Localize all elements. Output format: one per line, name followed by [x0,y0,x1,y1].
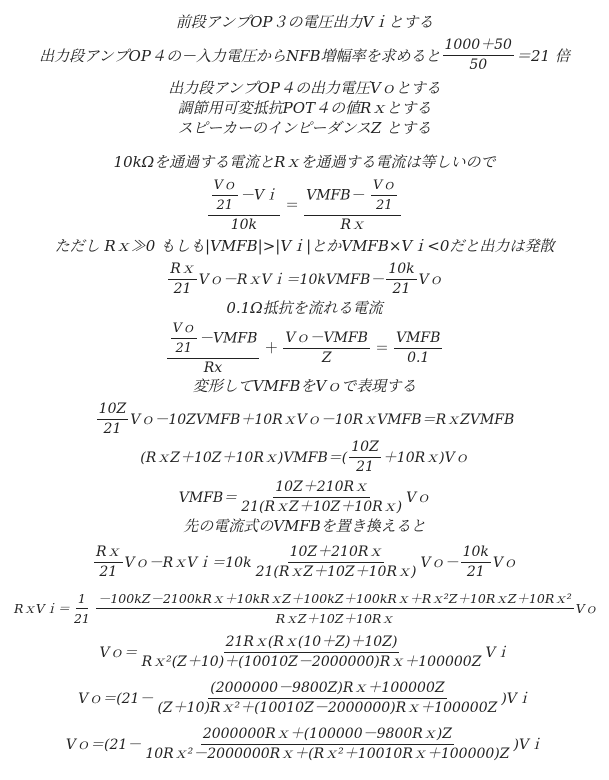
eq2-vo: Vｏ [418,272,443,288]
eq5-lead: (RｘZ＋10Z＋10Rｘ)VMFB＝( [140,450,348,466]
eq3-term2 [283,330,370,367]
eq6-lead: VMFB＝ [178,490,238,506]
eq2-21: 21 [173,280,192,297]
eq7-21: 21 [99,563,118,580]
eq11-den: 10Rｘ²－2000000Rｘ＋(Rｘ²＋10010Rｘ＋100000)Z [145,745,510,762]
eq7-big-num: 10Z＋210Rｘ [288,544,385,563]
equation-5 [0,436,609,478]
eq9-vi: Vｉ [485,645,510,661]
text-line-substitute: 先の電流式のVMFBを置き換えると [183,517,426,535]
eq1-rx: Rｘ [340,216,366,233]
eq7-mid2: Vｏ－ [420,555,459,571]
eq3-z: Z [321,349,332,366]
eq3-plus: ＋ [264,341,279,357]
eq3-01: 0.1 [407,349,430,366]
eq1-21b: 21 [375,197,393,213]
eq5-10z: 10Z [349,439,381,458]
eq10-den: (Z＋10)Rｘ²＋(10010Z－2000000)Rｘ＋100000Z [157,699,498,716]
equation-7 [0,540,609,584]
text-line-current-equal: 10kΩを通過する電流とRｘを通過する電流は等しいので [113,153,496,171]
eq8-1: 1 [76,590,88,609]
eq8-vo: Vｏ [575,601,598,616]
eq1-left-num [208,177,281,216]
eq10-lead: Vｏ＝(21－ [78,691,154,707]
eq3-21: 21 [175,340,193,356]
eq1-vo21-frac [371,177,397,214]
eq11-lead: Vｏ＝(21－ [65,737,142,753]
eq3-minus-vmfb: －VMFB [198,330,258,346]
eq4-tail: Vｏ－10ZVMFB＋10RｘVｏ－10RｘVMFB＝RｘZVMFB [130,412,515,428]
eq1-10k: 10k [230,216,257,233]
eq2-mid: Vｏ－RｘVｉ＝10kVMFB－ [198,272,385,288]
nfb-gain-denominator: 50 [469,56,488,73]
eq7-rx-frac [94,544,123,581]
eq5-21: 21 [356,458,374,475]
eq1-right-num [304,177,401,216]
eq1-vo2: Vｏ [371,177,397,196]
eq7-big-frac [254,544,419,581]
eq3-vo-frac [171,320,197,357]
eq3-term1-num [167,320,260,359]
eq1-vmfb: VMFB－ [306,187,365,203]
eq9-frac [140,634,484,671]
eq6-frac [239,479,404,516]
equation-2 [0,258,609,300]
eq10-num: (2000000－9800Z)Rｘ＋100000Z [208,680,446,699]
equation-1 [0,174,609,236]
eq2-21b: 21 [392,280,411,297]
eq3-vo-vmfb: Vｏ－VMFB [283,330,370,349]
equation-8 [14,586,597,630]
eq6-den: 21(RｘZ＋10Z＋10Rｘ) [241,498,403,515]
nfb-gain-numerator: 1000＋50 [443,37,514,56]
eq1-21: 21 [216,197,234,213]
eq8-1-21-frac [72,590,92,627]
eq8-big-frac [96,590,574,627]
eq1-right [304,177,401,234]
eq8-21: 21 [73,610,90,626]
eq9-lead: Vｏ＝ [99,645,138,661]
eq3-equals: ＝ [374,341,389,357]
eq10-frac [155,680,499,717]
eq1-equals: ＝ [285,198,300,214]
equation-9 [0,630,609,674]
eq10-vi: )Vｉ [501,691,531,707]
nfb-gain-fraction [443,37,514,74]
eq2-rx: Rｘ [168,261,197,280]
eq9-num: 21Rｘ(Rｘ(10＋Z)＋10Z) [224,634,400,653]
eq7-10k: 10k [461,544,491,563]
eq4-21: 21 [103,420,122,437]
eq3-term3 [394,330,442,367]
equation-10 [0,676,609,720]
nfb-gain-result: ＝21 倍 [515,46,570,65]
equation-11 [0,722,609,766]
eq3-term1 [167,320,260,377]
text-line-divergence: ただし Rｘ≫0 もしも|VMFB|>|Vｉ|とかVMFB×Vｉ<0だと出力は発散 [54,237,555,255]
eq7-rx: Rｘ [94,544,123,563]
eq2-10k: 10k [386,261,416,280]
eq1-minus-vi: －Vｉ [239,187,279,203]
eq2-10k-frac [386,261,416,298]
text-line-nfb-gain [0,35,609,75]
equation-6 [0,476,609,518]
eq3-rx: Rx [203,359,223,376]
eq8-big-den: RｘZ＋10Z＋10Rｘ [275,610,394,626]
text-line-transform: 変形してVMFBをVｏで表現する [192,377,417,395]
eq4-frac [97,401,129,438]
eq7-big-den: 21(RｘZ＋10Z＋10Rｘ) [255,563,417,580]
eq4-10z: 10Z [97,401,129,420]
eq7-vo: Vｏ [492,555,518,571]
eq1-vo: Vｏ [212,177,238,196]
nfb-gain-text: 出力段アンプOP４の－入力電圧からNFB増幅率を求めると [39,46,441,65]
eq8-lead: RｘVｉ＝ [14,601,70,616]
eq7-21b: 21 [466,563,485,580]
eq2-rx-frac [168,261,197,298]
eq8-big-num: －100kZ－2100kRｘ＋10kRｘZ＋100kZ＋100kRｘ＋Rｘ²Z＋10RｘZ＋10Rｘ² [96,590,574,609]
equation-4 [0,398,609,440]
eq1-left [208,177,281,234]
eq7-10k-frac [461,544,491,581]
eq6-num: 10Z＋210Rｘ [273,479,370,498]
equation-3 [0,318,609,378]
text-line-01ohm: 0.1Ω抵抗を流れる電流 [226,299,383,317]
eq5-frac [349,439,381,476]
text-line-pot4: 調節用可変抵抗POT４の値Rｘとする [177,99,432,117]
eq11-num: 2000000Rｘ＋(100000－9800Rｘ)Z [201,726,454,745]
eq6-vo: Vｏ [406,490,431,506]
eq3-vo: Vｏ [171,320,197,339]
eq7-mid: Vｏ－RｘVｉ＝10k [124,555,252,571]
eq1-vo-frac [212,177,238,214]
eq9-den: Rｘ²(Z＋10)＋(10010Z－2000000)Rｘ＋100000Z [141,653,482,670]
text-line-speaker-z: スピーカーのインピーダンスZ とする [177,119,432,137]
eq5-tail: ＋10Rｘ)Vｏ [382,450,469,466]
eq11-frac [143,726,511,763]
eq11-vi: )Vｉ [513,737,544,753]
text-line-op4-output: 出力段アンプOP４の出力電圧Vｏとする [168,79,441,97]
eq3-vmfb: VMFB [394,330,442,349]
text-line-op3: 前段アンプOP３の電圧出力Vｉとする [175,13,434,31]
